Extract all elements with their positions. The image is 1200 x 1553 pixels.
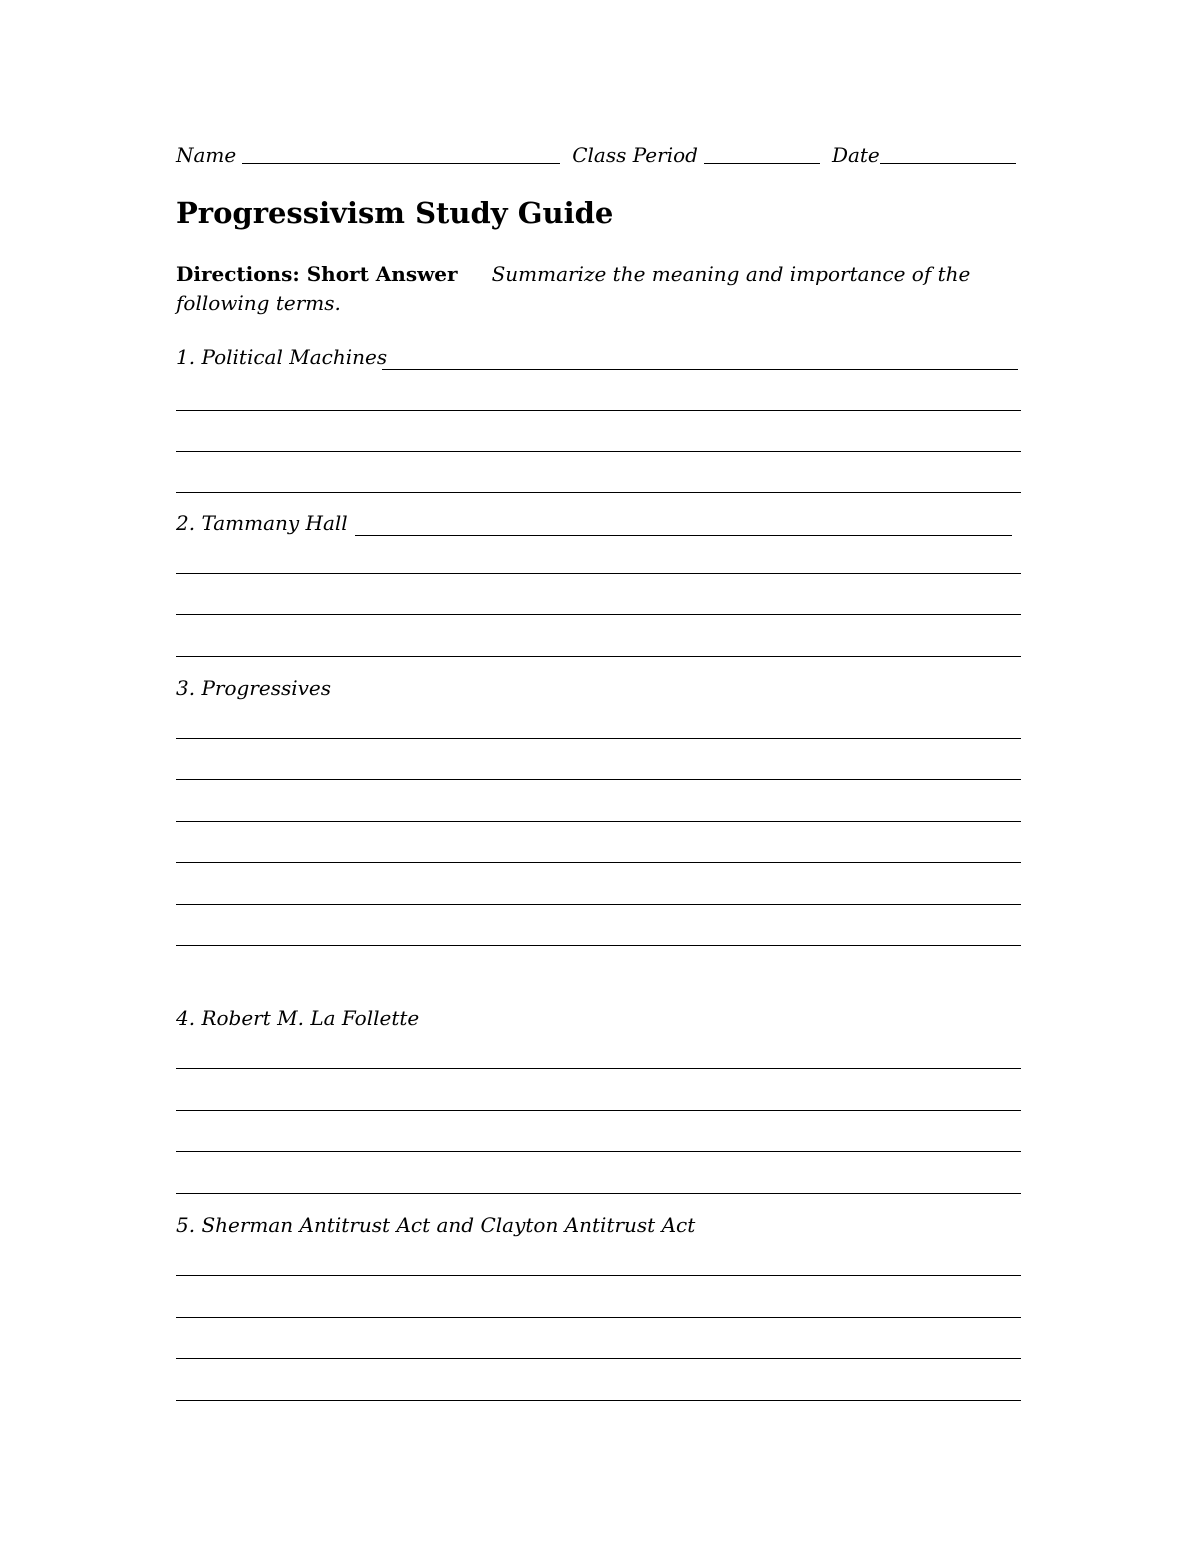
- header-fields: [176, 143, 1028, 167]
- question-1-answer-line[interactable]: [176, 410, 1021, 411]
- question-2-answer-line[interactable]: [176, 656, 1021, 657]
- question-4-answer-line[interactable]: [176, 1193, 1021, 1194]
- question-5-answer-line[interactable]: [176, 1358, 1021, 1359]
- question-3-answer-line[interactable]: [176, 904, 1021, 905]
- question-3-answer-line[interactable]: [176, 738, 1021, 739]
- class-period-label: Class Period: [572, 143, 698, 167]
- question-2-answer-line[interactable]: [176, 573, 1021, 574]
- question-3-answer-line[interactable]: [176, 862, 1021, 863]
- question-4-answer-line[interactable]: [176, 1151, 1021, 1152]
- date-field[interactable]: [880, 145, 1016, 164]
- question-1-inline-answer-line[interactable]: [382, 369, 1018, 370]
- question-3-label: 3. Progressives: [176, 676, 332, 700]
- directions: [176, 262, 970, 286]
- question-2-inline-answer-line[interactable]: [355, 535, 1012, 536]
- question-1-label: 1. Political Machines: [176, 345, 388, 369]
- question-3-answer-line[interactable]: [176, 779, 1021, 780]
- directions-text-line1: Summarize the meaning and importance of the: [491, 262, 971, 286]
- directions-text-line2: following terms.: [176, 291, 341, 315]
- class-period-field[interactable]: [704, 145, 820, 164]
- question-5-answer-line[interactable]: [176, 1400, 1021, 1401]
- question-2-label: 2. Tammany Hall: [176, 511, 348, 535]
- question-3-answer-line[interactable]: [176, 945, 1021, 946]
- question-5-label: 5. Sherman Antitrust Act and Clayton Antitrust Act: [176, 1213, 696, 1237]
- question-2-answer-line[interactable]: [176, 614, 1021, 615]
- name-label: Name: [176, 143, 237, 167]
- page-title: Progressivism Study Guide: [176, 196, 614, 230]
- question-1-answer-line[interactable]: [176, 451, 1021, 452]
- question-5-answer-line[interactable]: [176, 1275, 1021, 1276]
- question-3-answer-line[interactable]: [176, 821, 1021, 822]
- question-1-answer-line[interactable]: [176, 492, 1021, 493]
- name-field[interactable]: [242, 145, 560, 164]
- question-4-label: 4. Robert M. La Follette: [176, 1006, 420, 1030]
- directions-heading: Directions: Short Answer: [176, 262, 458, 286]
- question-5-answer-line[interactable]: [176, 1317, 1021, 1318]
- question-4-answer-line[interactable]: [176, 1110, 1021, 1111]
- date-label: Date: [831, 143, 880, 167]
- question-4-answer-line[interactable]: [176, 1068, 1021, 1069]
